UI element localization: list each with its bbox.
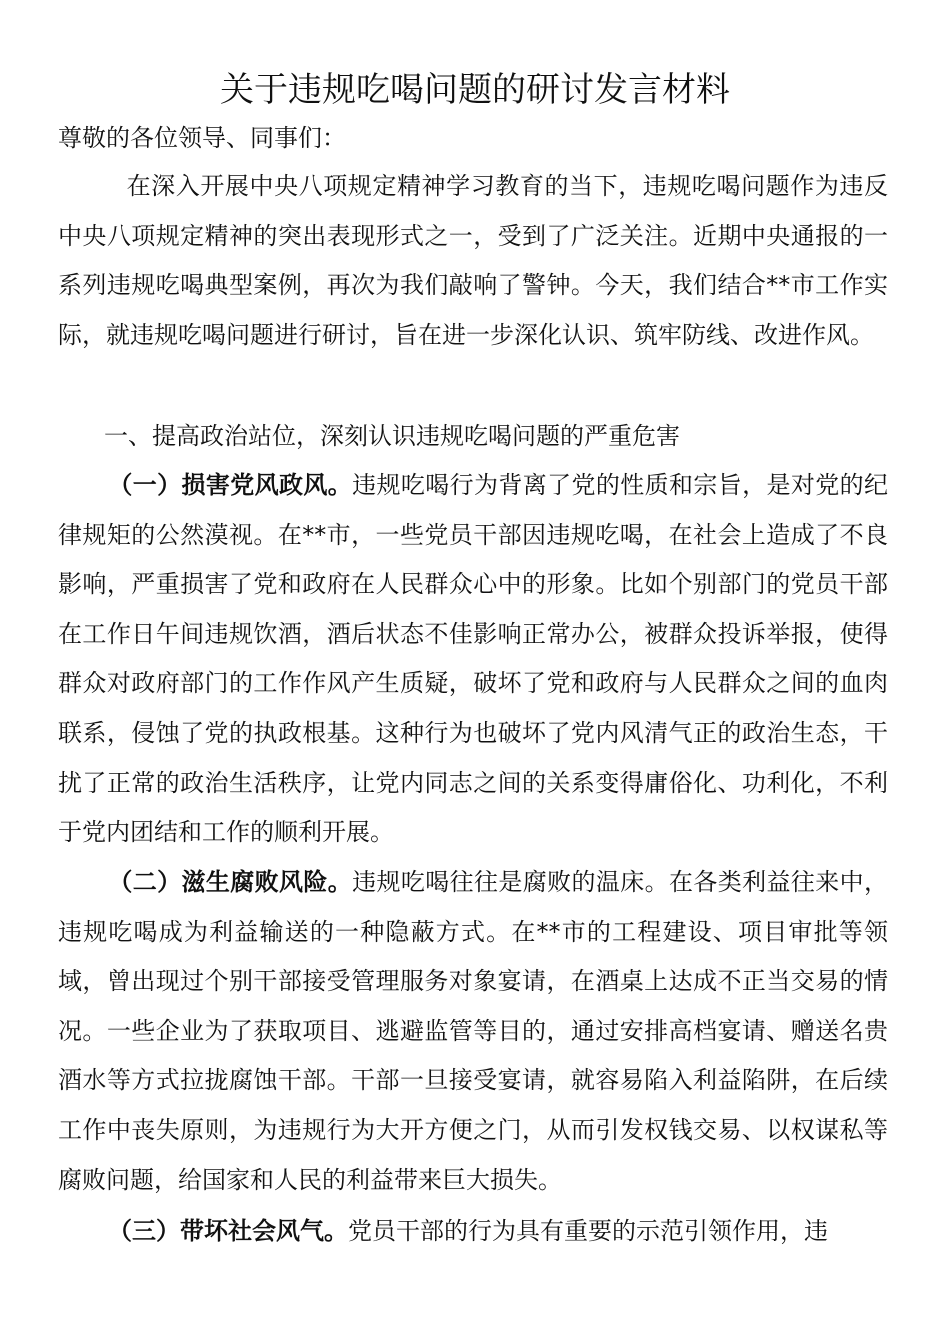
subsection-paragraph-3 [58,1207,888,1257]
section-heading: 一、提高政治站位，深刻认识违规吃喝问题的严重危害 [104,422,680,450]
intro-paragraph [58,162,888,360]
subsection-text: 违规吃喝往往是腐败的温床。在各类利益往来中，违规吃喝成为利益输送的一种隐蔽方式。在**市的工程建设、项目审批等领域，曾出现过个别干部接受管理服务对象宴请，在酒桌上达成不正当交易的情况。一些企业为了获取项目、逃避监管等目的，通过安排高档宴请、赠送名贵酒水等方式拉拢腐蚀干部。干部一旦接受宴请，就容易陷入利益陷阱，在后续工作中丧失原则，为违规行为大开方便之门，从而引发权钱交易、以权谋私等腐败问题，给国家和人民的利益带来巨大损失。 [58,868,888,1194]
subsection-paragraph-1 [58,461,888,858]
subsection-label: （三）带坏社会风气。 [108,1217,348,1245]
subsection-text: 党员干部的行为具有重要的示范引领作用，违 [348,1217,828,1245]
subsection-text: 违规吃喝行为背离了党的性质和宗旨，是对党的纪律规矩的公然漠视。在**市，一些党员干部因违规吃喝，在社会上造成了不良影响，严重损害了党和政府在人民群众心中的形象。比如个别部门的党员干部在工作日午间违规饮酒，酒后状态不佳影响正常办公，被群众投诉举报，使得群众对政府部门的工作作风产生质疑，破坏了党和政府与人民群众之间的血肉联系，侵蚀了党的执政根基。这种行为也破坏了党内风清气正的政治生态，干扰了正常的政治生活秩序，让党内同志之间的关系变得庸俗化、功利化，不利于党内团结和工作的顺利开展。 [58,471,888,847]
salutation: 尊敬的各位领导、同事们： [58,124,346,152]
document-title: 关于违规吃喝问题的研讨发言材料 [220,70,730,110]
subsection-label: （二）滋生腐败风险。 [108,868,353,896]
subsection-label: （一）损害党风政风。 [108,471,353,499]
intro-text: 在深入开展中央八项规定精神学习教育的当下，违规吃喝问题作为违反中央八项规定精神的突出表现形式之一，受到了广泛关注。近期中央通报的一系列违规吃喝典型案例，再次为我们敲响了警钟。今天，我们结合**市工作实际，就违规吃喝问题进行研讨，旨在进一步深化认识、筑牢防线、改进作风。 [58,172,888,349]
subsection-paragraph-2 [58,858,888,1205]
